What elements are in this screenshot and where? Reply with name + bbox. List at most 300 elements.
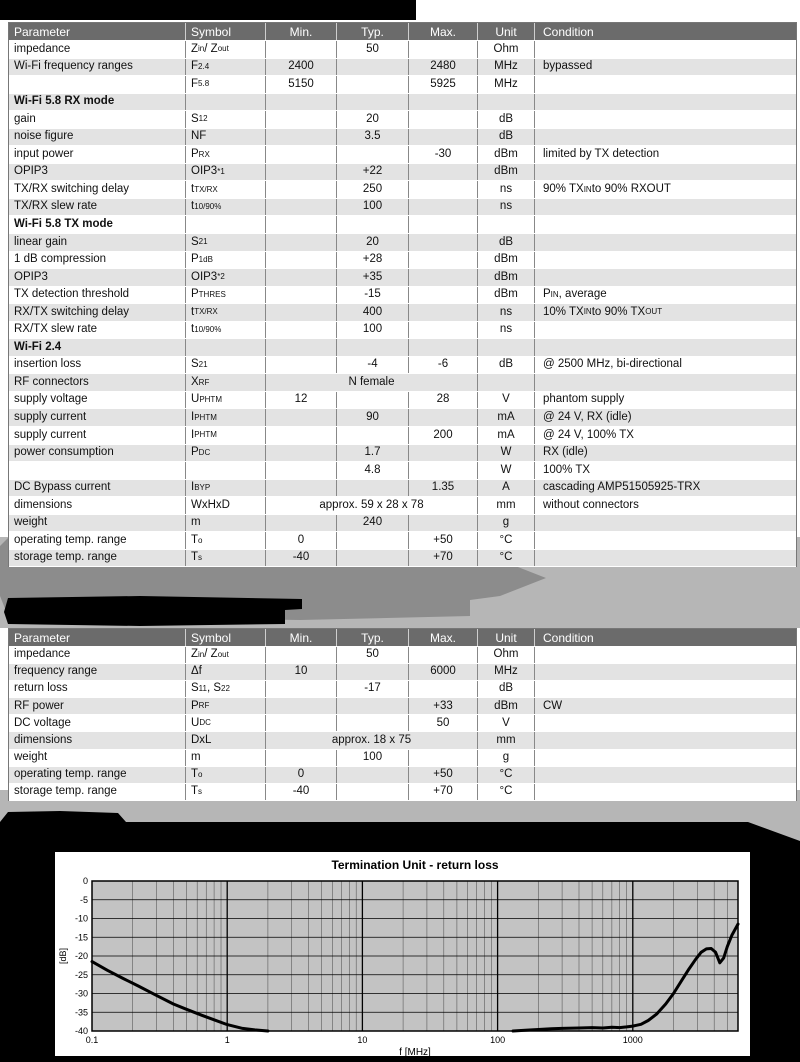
min-cell: 0 [266, 767, 337, 783]
typ-cell [337, 698, 409, 714]
symbol-cell: T s [186, 784, 266, 800]
x-tick-label: 1000 [622, 1035, 643, 1045]
max-cell: 2480 [409, 59, 478, 76]
condition-cell [535, 76, 796, 93]
max-cell [409, 164, 478, 181]
symbol-cell: P THRES [186, 287, 266, 304]
table-row [9, 339, 796, 357]
table-header-row [9, 629, 796, 647]
max-cell [409, 515, 478, 532]
typ-cell: 20 [337, 111, 409, 128]
table-row [9, 715, 796, 732]
rf-spec-table-transceiver [8, 22, 797, 567]
unit-cell: ns [478, 304, 535, 321]
condition-cell: CW [543, 699, 563, 712]
parameter-cell: dimensions [9, 497, 186, 514]
table-header-row [9, 23, 796, 41]
table-row [9, 76, 796, 94]
min-cell: 10 [266, 664, 337, 680]
symbol-cell: S 12 [186, 111, 266, 128]
table-row [9, 216, 796, 234]
x-axis-label: f [MHz] [399, 1047, 431, 1056]
table-row [9, 445, 796, 463]
y-tick-label: -30 [74, 988, 88, 999]
redacted-section-heading-top [0, 0, 416, 20]
symbol-cell: NF [186, 129, 266, 146]
max-cell: +50 [409, 767, 478, 783]
max-cell [409, 111, 478, 128]
condition-cell [535, 715, 796, 731]
min-cell [266, 715, 337, 731]
condition-cell [535, 234, 796, 251]
unit-cell [478, 339, 535, 356]
condition-cell [535, 269, 796, 286]
condition-cell [535, 129, 796, 146]
symbol-cell: Z in / Z out [186, 41, 266, 58]
condition-cell [535, 164, 796, 181]
max-cell [409, 216, 478, 233]
symbol-cell: X RF [186, 374, 266, 391]
column-header-symbol: Symbol [186, 629, 266, 646]
symbol-cell: WxHxD [186, 497, 266, 514]
parameter-cell: 1 dB compression [9, 252, 186, 269]
table-row [9, 129, 796, 147]
unit-cell: ns [478, 199, 535, 216]
min-cell [266, 146, 337, 163]
parameter-cell: power consumption [9, 445, 186, 462]
min-cell [266, 111, 337, 128]
table-row [9, 94, 796, 112]
column-header-condition: Condition [535, 629, 796, 646]
condition-cell [535, 94, 796, 111]
unit-cell: ns [478, 322, 535, 339]
condition-cell [535, 322, 796, 339]
column-header-condition: Condition [535, 23, 796, 40]
typ-cell: -4 [337, 357, 409, 374]
parameter-cell: linear gain [9, 234, 186, 251]
symbol-cell: OIP3 *2 [186, 269, 266, 286]
typ-cell: 4.8 [337, 462, 409, 479]
min-cell [266, 287, 337, 304]
typ-cell [337, 392, 409, 409]
typ-cell: 50 [337, 647, 409, 663]
symbol-cell: I PHTM [186, 427, 266, 444]
parameter-cell [9, 462, 186, 479]
unit-cell: dB [478, 681, 535, 697]
parameter-cell: frequency range [9, 664, 186, 680]
unit-cell: MHz [478, 59, 535, 76]
condition-cell [535, 41, 796, 58]
max-cell [409, 41, 478, 58]
condition-cell [535, 515, 796, 532]
table-row [9, 664, 796, 681]
min-cell [266, 480, 337, 497]
parameter-cell: RF power [9, 698, 186, 714]
column-header-typ: Typ. [337, 629, 409, 646]
y-tick-label: 0 [82, 876, 88, 886]
typ-cell [337, 784, 409, 800]
unit-cell: dB [478, 129, 535, 146]
min-cell [266, 304, 337, 321]
y-tick-label: -40 [74, 1026, 88, 1036]
table-row [9, 647, 796, 664]
min-cell [266, 462, 337, 479]
min-cell [266, 750, 337, 766]
parameter-cell: RX/TX slew rate [9, 322, 186, 339]
symbol-cell: P RX [186, 146, 266, 163]
unit-cell [478, 94, 535, 111]
max-cell: 200 [409, 427, 478, 444]
column-header-symbol: Symbol [186, 23, 266, 40]
table-row [9, 480, 796, 498]
x-tick-label: 100 [490, 1035, 506, 1045]
max-cell [409, 287, 478, 304]
y-tick-label: -25 [74, 969, 88, 980]
table-row [9, 550, 796, 568]
condition-cell: limited by TX detection [543, 147, 660, 160]
symbol-cell: t TX/RX [186, 181, 266, 198]
parameter-cell: supply voltage [9, 392, 186, 409]
condition-cell [535, 647, 796, 663]
typ-cell [337, 550, 409, 567]
table-row [9, 146, 796, 164]
y-tick-label: -10 [74, 913, 88, 924]
unit-cell: dB [478, 111, 535, 128]
return-loss-chart [55, 852, 750, 1056]
unit-cell: W [478, 445, 535, 462]
typ-cell: 400 [337, 304, 409, 321]
unit-cell: °C [478, 550, 535, 567]
symbol-cell [186, 216, 266, 233]
symbol-cell: F 5.8 [186, 76, 266, 93]
chart-title: Termination Unit - return loss [331, 858, 499, 872]
min-cell [266, 181, 337, 198]
max-cell: +33 [409, 698, 478, 714]
condition-cell [535, 750, 796, 766]
symbol-cell: m [186, 515, 266, 532]
table-row [9, 322, 796, 340]
min-cell [266, 41, 337, 58]
typ-cell: 100 [337, 750, 409, 766]
typ-cell [337, 715, 409, 731]
parameter-cell: storage temp. range [9, 550, 186, 567]
symbol-cell: F 2.4 [186, 59, 266, 76]
section-label: Wi-Fi 5.8 RX mode [9, 94, 186, 111]
table-row [9, 41, 796, 59]
unit-cell: Ohm [478, 647, 535, 663]
parameter-cell: OPIP3 [9, 164, 186, 181]
unit-cell: mm [478, 497, 535, 514]
unit-cell: dBm [478, 269, 535, 286]
condition-cell [535, 550, 796, 567]
parameter-cell: operating temp. range [9, 532, 186, 549]
x-tick-label: 10 [357, 1035, 368, 1045]
parameter-cell: TX/RX slew rate [9, 199, 186, 216]
min-cell [266, 322, 337, 339]
max-cell: -30 [409, 146, 478, 163]
condition-cell: RX (idle) [543, 446, 588, 459]
condition-cell [535, 664, 796, 680]
table-row [9, 767, 796, 784]
max-cell: +70 [409, 784, 478, 800]
max-cell [409, 750, 478, 766]
section-label: Wi-Fi 2.4 [9, 339, 186, 356]
condition-cell [535, 252, 796, 269]
max-cell [409, 322, 478, 339]
max-cell [409, 199, 478, 216]
parameter-cell: input power [9, 146, 186, 163]
condition-cell [535, 199, 796, 216]
max-cell: 5925 [409, 76, 478, 93]
min-cell [266, 269, 337, 286]
parameter-cell: OPIP3 [9, 269, 186, 286]
typ-cell: 100 [337, 199, 409, 216]
unit-cell: MHz [478, 664, 535, 680]
condition-cell: @ 2500 MHz, bi-directional [543, 358, 682, 371]
merged-value-cell: N female [266, 374, 478, 391]
max-cell [409, 129, 478, 146]
parameter-cell: insertion loss [9, 357, 186, 374]
table-row [9, 392, 796, 410]
condition-cell: 90% TX IN to 90% RXOUT [543, 182, 671, 195]
max-cell [409, 681, 478, 697]
parameter-cell: impedance [9, 41, 186, 58]
min-cell [266, 647, 337, 663]
min-cell [266, 252, 337, 269]
redacted-section-heading-mid [0, 596, 310, 628]
typ-cell: 3.5 [337, 129, 409, 146]
symbol-cell [186, 462, 266, 479]
min-cell [266, 357, 337, 374]
min-cell [266, 216, 337, 233]
table-row [9, 287, 796, 305]
typ-cell: +28 [337, 252, 409, 269]
unit-cell: A [478, 480, 535, 497]
max-cell: 50 [409, 715, 478, 731]
table-row [9, 252, 796, 270]
condition-cell: cascading AMP51505925-TRX [543, 481, 701, 494]
table-row [9, 427, 796, 445]
table-row [9, 374, 796, 392]
typ-cell: 90 [337, 409, 409, 426]
unit-cell: V [478, 392, 535, 409]
typ-cell [337, 146, 409, 163]
max-cell [409, 304, 478, 321]
y-tick-label: -20 [74, 951, 88, 961]
unit-cell: mm [478, 732, 535, 748]
unit-cell: g [478, 515, 535, 532]
typ-cell [337, 94, 409, 111]
parameter-cell: return loss [9, 681, 186, 697]
symbol-cell: I BYP [186, 480, 266, 497]
table-row [9, 784, 796, 801]
typ-cell: 240 [337, 515, 409, 532]
typ-cell: 20 [337, 234, 409, 251]
unit-cell: dB [478, 357, 535, 374]
unit-cell: dBm [478, 287, 535, 304]
min-cell [266, 409, 337, 426]
unit-cell: Ohm [478, 41, 535, 58]
max-cell [409, 409, 478, 426]
table-row [9, 269, 796, 287]
min-cell [266, 427, 337, 444]
column-header-parameter: Parameter [9, 23, 186, 40]
symbol-cell: P DC [186, 445, 266, 462]
unit-cell: ns [478, 181, 535, 198]
typ-cell [337, 767, 409, 783]
min-cell [266, 94, 337, 111]
symbol-cell: T s [186, 550, 266, 567]
y-tick-label: -5 [79, 894, 88, 905]
typ-cell: +35 [337, 269, 409, 286]
column-header-min: Min. [266, 629, 337, 646]
column-header-unit: Unit [478, 23, 535, 40]
merged-value-cell: approx. 59 x 28 x 78 [266, 497, 478, 514]
min-cell: 12 [266, 392, 337, 409]
parameter-cell: weight [9, 750, 186, 766]
condition-cell [535, 784, 796, 800]
chart-svg [55, 852, 750, 1056]
parameter-cell: TX detection threshold [9, 287, 186, 304]
symbol-cell [186, 339, 266, 356]
table-row [9, 357, 796, 375]
max-cell: +50 [409, 532, 478, 549]
parameter-cell: operating temp. range [9, 767, 186, 783]
min-cell [266, 234, 337, 251]
y-tick-label: -35 [74, 1007, 88, 1018]
condition-cell: @ 24 V, RX (idle) [543, 411, 632, 423]
typ-cell: 250 [337, 181, 409, 198]
typ-cell [337, 664, 409, 680]
y-tick-label: -15 [74, 932, 88, 943]
typ-cell [337, 216, 409, 233]
min-cell: 2400 [266, 59, 337, 76]
parameter-cell: dimensions [9, 732, 186, 748]
symbol-cell: Δf [186, 664, 266, 680]
min-cell [266, 164, 337, 181]
parameter-cell: noise figure [9, 129, 186, 146]
parameter-cell: TX/RX switching delay [9, 181, 186, 198]
min-cell: 5150 [266, 76, 337, 93]
unit-cell: V [478, 715, 535, 731]
table-row [9, 234, 796, 252]
symbol-cell: m [186, 750, 266, 766]
table-row [9, 497, 796, 515]
min-cell [266, 515, 337, 532]
parameter-cell: supply current [9, 427, 186, 444]
column-header-unit: Unit [478, 629, 535, 646]
table-row [9, 181, 796, 199]
max-cell [409, 339, 478, 356]
typ-cell [337, 480, 409, 497]
condition-cell: bypassed [543, 60, 593, 73]
symbol-cell: S 21 [186, 357, 266, 374]
table-row [9, 732, 796, 749]
parameter-cell: DC voltage [9, 715, 186, 731]
unit-cell: mA [478, 409, 535, 426]
column-header-min: Min. [266, 23, 337, 40]
min-cell: -40 [266, 550, 337, 567]
rf-spec-table-termination-unit [8, 628, 797, 801]
parameter-cell: weight [9, 515, 186, 532]
unit-cell: W [478, 462, 535, 479]
table-row [9, 515, 796, 533]
typ-cell: 100 [337, 322, 409, 339]
symbol-cell: S 21 [186, 234, 266, 251]
min-cell [266, 199, 337, 216]
symbol-cell: t TX/RX [186, 304, 266, 321]
symbol-cell: P RF [186, 698, 266, 714]
condition-cell: 10% TX IN to 90% TX OUT [543, 305, 663, 318]
condition-cell [535, 339, 796, 356]
column-header-parameter: Parameter [9, 629, 186, 646]
max-cell [409, 445, 478, 462]
max-cell [409, 234, 478, 251]
min-cell: 0 [266, 532, 337, 549]
symbol-cell: t 10/90% [186, 199, 266, 216]
unit-cell: dBm [478, 164, 535, 181]
condition-cell: P IN , average [543, 288, 607, 301]
condition-cell: 100% TX [543, 463, 591, 476]
max-cell: 1.35 [409, 480, 478, 497]
condition-cell [535, 767, 796, 783]
condition-cell: @ 24 V, 100% TX [543, 428, 634, 441]
table-row [9, 111, 796, 129]
symbol-cell: t 10/90% [186, 322, 266, 339]
max-cell [409, 94, 478, 111]
merged-value-cell: approx. 18 x 75 [266, 732, 478, 748]
unit-cell: dB [478, 234, 535, 251]
unit-cell: dBm [478, 252, 535, 269]
symbol-cell: P 1dB [186, 252, 266, 269]
x-tick-label: 0.1 [85, 1035, 99, 1045]
unit-cell [478, 374, 535, 391]
symbol-cell: T o [186, 767, 266, 783]
unit-cell: °C [478, 767, 535, 783]
parameter-cell: supply current [9, 409, 186, 426]
column-header-max: Max. [409, 629, 478, 646]
max-cell: 28 [409, 392, 478, 409]
unit-cell: MHz [478, 76, 535, 93]
parameter-cell: DC Bypass current [9, 480, 186, 497]
unit-cell: °C [478, 532, 535, 549]
condition-cell [535, 216, 796, 233]
table-row [9, 199, 796, 217]
unit-cell: mA [478, 427, 535, 444]
x-tick-label: 1 [224, 1035, 230, 1045]
parameter-cell: storage temp. range [9, 784, 186, 800]
condition-cell [535, 374, 796, 391]
min-cell [266, 681, 337, 697]
condition-cell [535, 532, 796, 549]
table-row [9, 164, 796, 182]
table-row [9, 532, 796, 550]
max-cell [409, 181, 478, 198]
typ-cell [337, 76, 409, 93]
typ-cell [337, 532, 409, 549]
parameter-cell: gain [9, 111, 186, 128]
table-row [9, 409, 796, 427]
max-cell [409, 252, 478, 269]
column-header-typ: Typ. [337, 23, 409, 40]
typ-cell [337, 427, 409, 444]
typ-cell: 50 [337, 41, 409, 58]
condition-cell: without connectors [543, 498, 639, 511]
max-cell [409, 462, 478, 479]
symbol-cell: T o [186, 532, 266, 549]
symbol-cell: I PHTM [186, 409, 266, 426]
symbol-cell: U DC [186, 715, 266, 731]
